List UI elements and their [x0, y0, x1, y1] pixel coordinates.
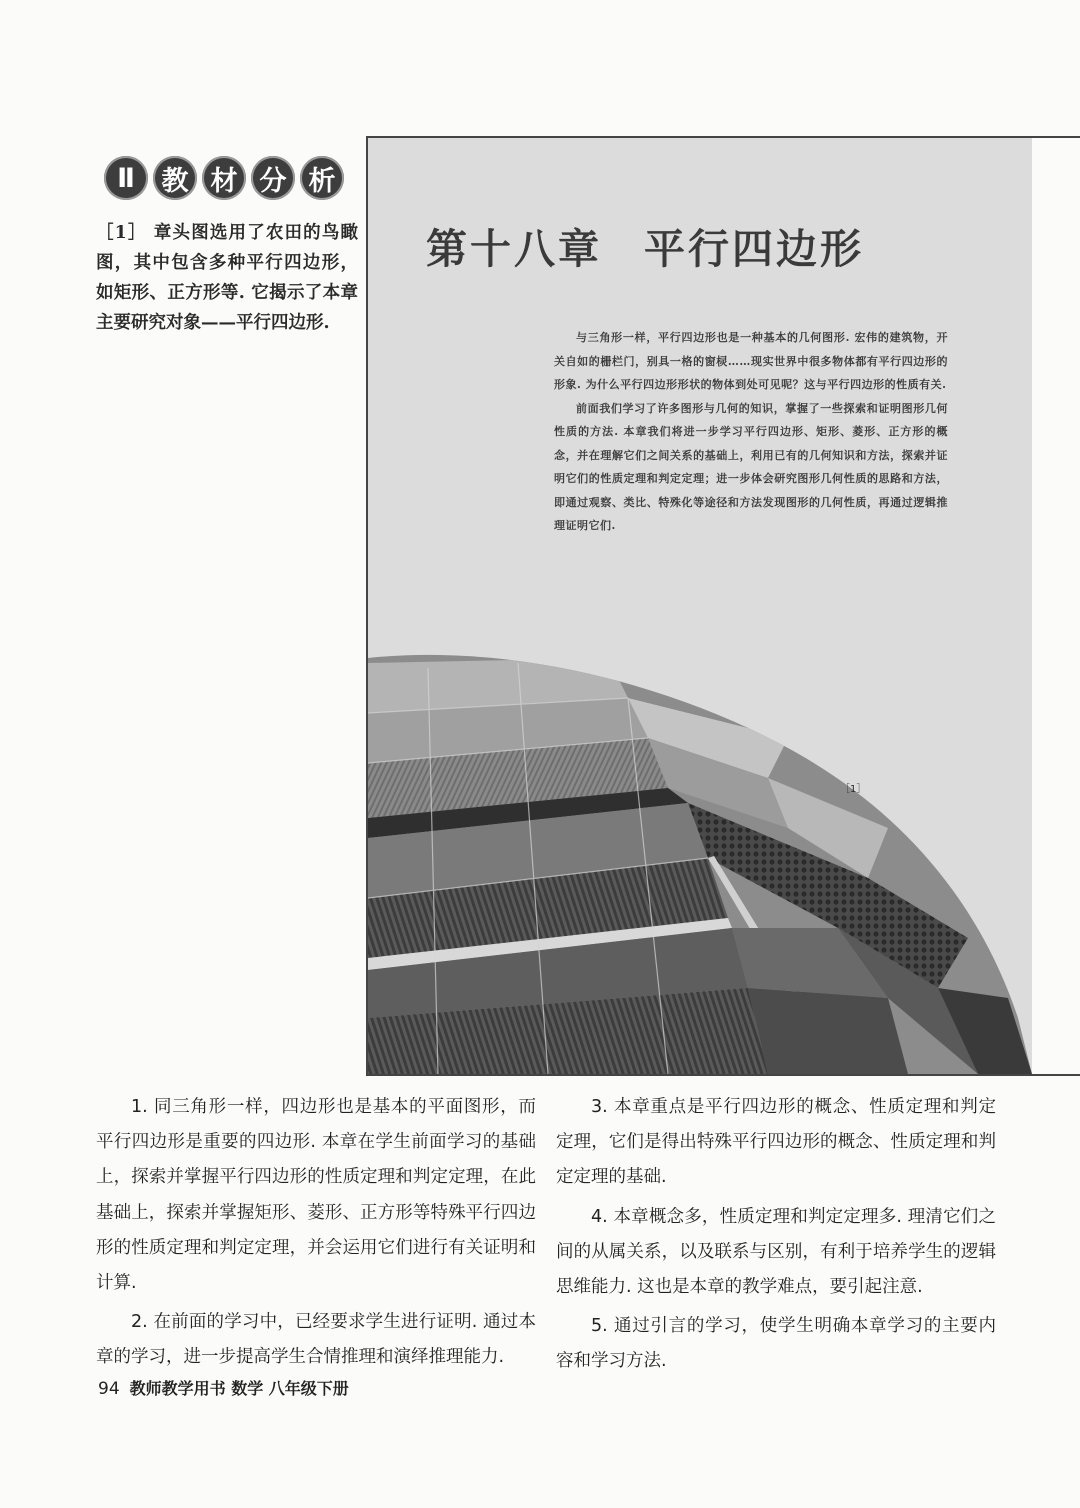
body-column-right: [556, 1090, 996, 1384]
body-column-left: [96, 1090, 536, 1380]
section-char: 材: [202, 156, 246, 200]
section-roman-numeral: Ⅱ: [104, 156, 148, 200]
section-char: 教: [153, 156, 197, 200]
chapter-name: 平行四边形: [644, 225, 864, 273]
photo-annotation-marker: ［1］: [840, 784, 867, 795]
farmland-aerial-photo: [368, 138, 1032, 1074]
body-paragraph: 3. 本章重点是平行四边形的概念、性质定理和判定定理，它们是得出特殊平行四边形的概念、性质定理和判定定理的基础.: [556, 1097, 996, 1188]
page-footer: [98, 1376, 349, 1399]
section-char: 析: [300, 156, 344, 200]
margin-annotation: ［1］ 章头图选用了农田的鸟瞰图，其中包含多种平行四边形，如矩形、正方形等. 它揭示了本章主要研究对象——平行四边形.: [96, 223, 358, 333]
body-paragraph: 2. 在前面的学习中，已经要求学生进行证明. 通过本章的学习，进一步提高学生合情推理和演绎推理能力.: [96, 1312, 536, 1368]
body-paragraph: 5. 通过引言的学习，使学生明确本章学习的主要内容和学习方法.: [556, 1316, 996, 1372]
body-paragraph: 1. 同三角形一样，四边形也是基本的平面图形，而平行四边形是重要的四边形. 本章在学生前面学习的基础上，探索并掌握平行四边形的性质定理和判定定理，在此基础上，探索并掌握矩形、菱形、正方形等特殊平行四边形的性质定理和判定定理，并会运用它们进行有关证明和计算.: [96, 1097, 536, 1294]
chapter-opener-panel: [368, 138, 1032, 1074]
frame-bottom-rule: [366, 1074, 1080, 1076]
book-title: 教师教学用书 数学 八年级下册: [129, 1379, 349, 1398]
page-number: 94: [98, 1379, 120, 1399]
section-char: 分: [251, 156, 295, 200]
intro-paragraph: 与三角形一样，平行四边形也是一种基本的几何图形. 宏伟的建筑物，开关自如的栅栏门，别具一格的窗棂……现实世界中很多物体都有平行四边形的形象. 为什么平行四边形形状的物体到处可见呢？这与平行四边形的性质有关.: [554, 331, 948, 391]
intro-paragraph: 前面我们学习了许多图形与几何的知识，掌握了一些探索和证明图形几何性质的方法. 本章我们将进一步学习平行四边形、矩形、菱形、正方形的概念，并在理解它们之间关系的基础上，利用已有的几何知识和方法，探索并证明它们的性质定理和判定定理；进一步体会研究图形几何性质的思路和方法，即通过观察、类比、特殊化等途径和方法发现图形的几何性质，再通过逻辑推理证明它们.: [554, 401, 948, 532]
chapter-number: 第十八章: [426, 225, 602, 273]
body-paragraph: 4. 本章概念多，性质定理和判定定理多. 理清它们之间的从属关系，以及联系与区别，有利于培养学生的逻辑思维能力. 这也是本章的教学难点，要引起注意.: [556, 1206, 996, 1298]
section-heading: [104, 156, 344, 200]
